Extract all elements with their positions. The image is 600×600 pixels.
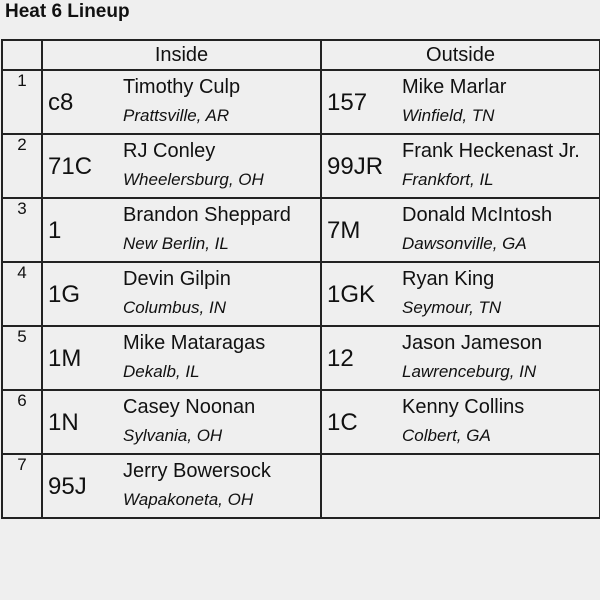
driver-name: Jason Jameson: [402, 332, 543, 354]
driver-hometown: Wheelersburg, OH: [123, 170, 264, 189]
driver-hometown: Seymour, TN: [402, 298, 502, 317]
inside-driver-cell: [42, 262, 321, 326]
car-number: 1C: [327, 409, 358, 436]
header-outside: Outside: [321, 40, 600, 70]
driver-hometown: Winfield, TN: [402, 106, 495, 125]
outside-driver: [322, 199, 599, 261]
driver-info: [402, 71, 599, 133]
outside-driver: [322, 71, 599, 133]
driver-hometown: Dekalb, IL: [123, 362, 200, 381]
outside-driver-cell: [321, 198, 600, 262]
outside-driver: [322, 327, 599, 389]
car-number: 1M: [48, 345, 82, 372]
car-number: 1GK: [327, 281, 376, 308]
outside-driver-cell: [321, 262, 600, 326]
inside-driver-cell: [42, 454, 321, 518]
table-row: [2, 262, 600, 326]
driver-info: [123, 455, 320, 517]
driver-name: Mike Marlar: [402, 76, 507, 98]
outside-driver-cell: [321, 454, 600, 518]
inside-driver: [43, 327, 320, 389]
starting-position: 7: [2, 454, 42, 518]
driver-hometown: Prattsville, AR: [123, 106, 230, 125]
outside-driver: [322, 135, 599, 197]
table-row: [2, 134, 600, 198]
car-number: 157: [327, 89, 368, 116]
table-row: [2, 390, 600, 454]
driver-info: [123, 263, 320, 325]
driver-info: [123, 199, 320, 261]
starting-position: 3: [2, 198, 42, 262]
driver-name: RJ Conley: [123, 140, 216, 162]
inside-driver: [43, 263, 320, 325]
outside-driver-cell: [321, 326, 600, 390]
driver-name: Kenny Collins: [402, 396, 525, 418]
outside-driver: [322, 391, 599, 453]
driver-info: [402, 199, 599, 261]
starting-position: 2: [2, 134, 42, 198]
outside-driver-cell: [321, 70, 600, 134]
driver-name: Jerry Bowersock: [123, 460, 271, 482]
inside-driver: [43, 135, 320, 197]
driver-name: Donald McIntosh: [402, 204, 553, 226]
starting-position: 1: [2, 70, 42, 134]
table-row: [2, 198, 600, 262]
header-inside: Inside: [42, 40, 321, 70]
inside-driver-cell: [42, 198, 321, 262]
driver-name: Frank Heckenast Jr.: [402, 140, 580, 162]
starting-position: 4: [2, 262, 42, 326]
car-number: 1: [48, 217, 62, 244]
car-number: 1N: [48, 409, 79, 436]
driver-hometown: Wapakoneta, OH: [123, 490, 254, 509]
driver-info: [123, 327, 320, 389]
table-row: [2, 326, 600, 390]
driver-info: [123, 135, 320, 197]
inside-driver-cell: [42, 134, 321, 198]
driver-info: [402, 391, 599, 453]
header-row: [2, 40, 600, 70]
car-number: 71C: [48, 153, 93, 180]
starting-position: 5: [2, 326, 42, 390]
inside-driver: [43, 391, 320, 453]
car-number: 95J: [48, 473, 87, 500]
driver-info: [402, 263, 599, 325]
driver-hometown: Lawrenceburg, IN: [402, 362, 537, 381]
car-number: 99JR: [327, 153, 384, 180]
car-number: 1G: [48, 281, 81, 308]
driver-hometown: New Berlin, IL: [123, 234, 229, 253]
driver-info: [123, 71, 320, 133]
table-row: [2, 70, 600, 134]
car-number: 12: [327, 345, 354, 372]
lineup-rows: [2, 70, 600, 518]
driver-hometown: Sylvania, OH: [123, 426, 223, 445]
driver-name: Casey Noonan: [123, 396, 256, 418]
driver-hometown: Colbert, GA: [402, 426, 491, 445]
starting-position: 6: [2, 390, 42, 454]
page-title: Heat 6 Lineup: [5, 1, 130, 22]
outside-driver-cell: [321, 134, 600, 198]
outside-driver-cell: [321, 390, 600, 454]
inside-driver: [43, 71, 320, 133]
driver-info: [123, 391, 320, 453]
driver-name: Devin Gilpin: [123, 268, 231, 290]
inside-driver-cell: [42, 326, 321, 390]
lineup-table: [1, 39, 600, 519]
driver-info: [402, 135, 599, 197]
inside-driver-cell: [42, 70, 321, 134]
driver-info: [402, 327, 599, 389]
driver-hometown: Dawsonville, GA: [402, 234, 527, 253]
driver-hometown: Columbus, IN: [123, 298, 226, 317]
inside-driver-cell: [42, 390, 321, 454]
driver-name: Mike Mataragas: [123, 332, 266, 354]
driver-name: Brandon Sheppard: [123, 204, 291, 226]
outside-driver: [322, 263, 599, 325]
driver-name: Ryan King: [402, 268, 495, 290]
inside-driver: [43, 455, 320, 517]
header-position: [2, 40, 42, 70]
table-row: [2, 454, 600, 518]
driver-name: Timothy Culp: [123, 76, 241, 98]
driver-hometown: Frankfort, IL: [402, 170, 494, 189]
car-number: c8: [48, 89, 74, 116]
car-number: 7M: [327, 217, 361, 244]
inside-driver: [43, 199, 320, 261]
